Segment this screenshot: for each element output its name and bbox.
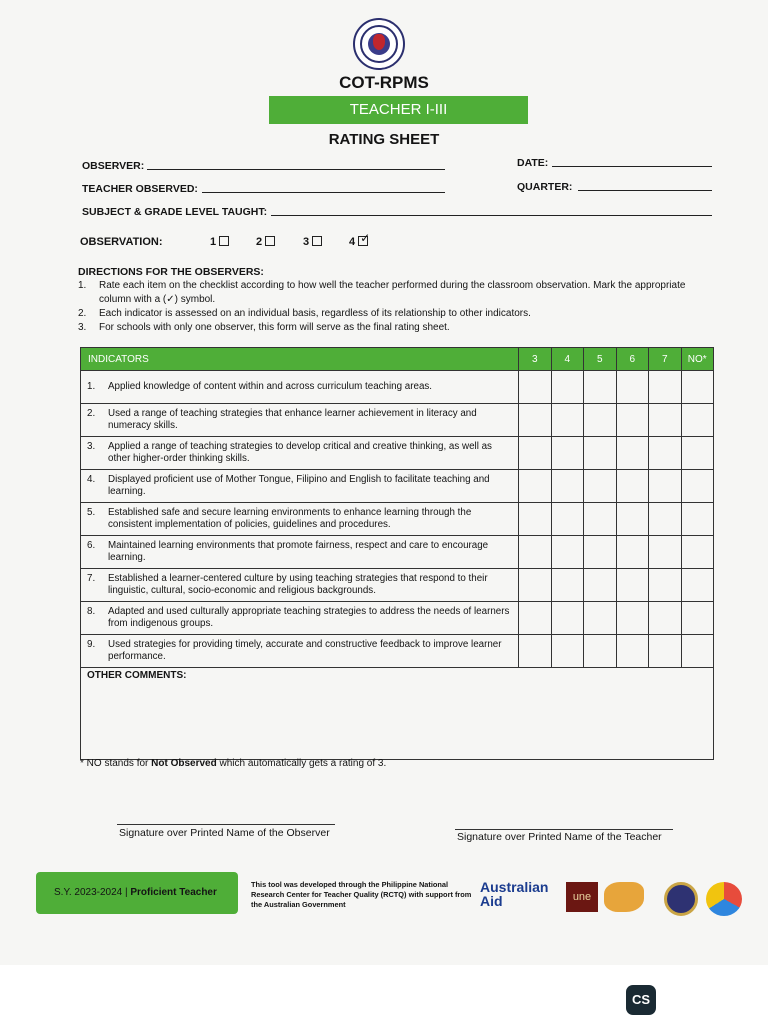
- score-cell[interactable]: [681, 404, 714, 437]
- checked-checkbox[interactable]: [358, 236, 368, 246]
- camscanner-badge-icon: CS: [626, 985, 656, 1015]
- indicator-cell: [81, 536, 519, 569]
- score-header: 3: [519, 348, 552, 371]
- table-row: [81, 635, 714, 668]
- score-cell[interactable]: [616, 437, 649, 470]
- indicator-text: Adapted and used culturally appropriate teaching strategies to address the needs of learners from indigenous groups.: [108, 606, 510, 629]
- score-cell[interactable]: [649, 404, 682, 437]
- table-row: [81, 470, 714, 503]
- score-cell[interactable]: [519, 569, 552, 602]
- indicator-cell: [81, 635, 519, 668]
- date-label: DATE:: [517, 157, 549, 169]
- score-cell[interactable]: [649, 470, 682, 503]
- score-cell[interactable]: [616, 371, 649, 404]
- indicator-number: 6.: [87, 540, 96, 551]
- indicator-text: Displayed proficient use of Mother Tongue, Filipino and English to facilitate teaching and learning.: [108, 474, 490, 497]
- indicator-text: Applied knowledge of content within and across curriculum teaching areas.: [108, 381, 433, 392]
- score-cell[interactable]: [584, 371, 617, 404]
- score-cell[interactable]: [551, 635, 584, 668]
- other-comments-field[interactable]: [81, 668, 714, 760]
- footnote: * NO stands for Not Observed which automatically gets a rating of 3.: [80, 758, 387, 769]
- partner-map-logo: [604, 882, 644, 912]
- table-row: [81, 536, 714, 569]
- observer-label: OBSERVER:: [82, 160, 145, 172]
- teacher-level-banner: TEACHER I-III: [269, 96, 528, 124]
- indicators-header: INDICATORS: [81, 348, 519, 371]
- checkbox[interactable]: [312, 236, 322, 246]
- quarter-label: QUARTER:: [517, 181, 573, 193]
- table-header-row: [81, 348, 714, 371]
- observation-label: OBSERVATION:: [80, 236, 163, 248]
- partner-emblem-logo: [706, 882, 742, 916]
- indicator-cell: [81, 404, 519, 437]
- australian-aid-logo: Australian Aid: [480, 879, 549, 909]
- score-cell[interactable]: [584, 635, 617, 668]
- score-cell[interactable]: [519, 602, 552, 635]
- score-cell[interactable]: [681, 536, 714, 569]
- indicator-number: 7.: [87, 573, 96, 584]
- score-cell[interactable]: [584, 437, 617, 470]
- subject-field[interactable]: [271, 215, 712, 216]
- checkbox[interactable]: [219, 236, 229, 246]
- direction-item: 3. For schools with only one observer, this form will serve as the final rating sheet.: [78, 322, 450, 333]
- score-header: NO*: [681, 348, 714, 371]
- score-cell[interactable]: [519, 404, 552, 437]
- observation-option-4[interactable]: 4✓: [349, 236, 368, 248]
- une-logo: une: [566, 882, 598, 912]
- comments-row: [81, 668, 714, 760]
- score-cell[interactable]: [681, 437, 714, 470]
- table-row: [81, 404, 714, 437]
- indicator-cell: [81, 470, 519, 503]
- score-cell[interactable]: [519, 536, 552, 569]
- partner-seal-logo: [664, 882, 698, 916]
- indicator-number: 9.: [87, 639, 96, 650]
- table-row: [81, 371, 714, 404]
- observation-option-2[interactable]: 2: [256, 236, 275, 248]
- indicator-number: 2.: [87, 408, 96, 419]
- score-cell[interactable]: [584, 602, 617, 635]
- subject-label: SUBJECT & GRADE LEVEL TAUGHT:: [82, 206, 268, 218]
- teacher-observed-field[interactable]: [202, 192, 445, 193]
- score-header: 7: [649, 348, 682, 371]
- score-cell[interactable]: [519, 635, 552, 668]
- school-year-badge: S.Y. 2023-2024 | Proficient Teacher: [36, 872, 238, 914]
- score-cell[interactable]: [681, 470, 714, 503]
- table-row: [81, 503, 714, 536]
- score-cell[interactable]: [584, 404, 617, 437]
- table-row: [81, 569, 714, 602]
- score-cell[interactable]: [551, 569, 584, 602]
- observer-signature-label: Signature over Printed Name of the Observer: [119, 827, 330, 839]
- score-cell[interactable]: [681, 635, 714, 668]
- score-cell[interactable]: [681, 569, 714, 602]
- score-cell[interactable]: [649, 536, 682, 569]
- comments-label: OTHER COMMENTS:: [87, 670, 187, 681]
- indicators-table: [80, 347, 714, 760]
- indicator-text: Established a learner-centered culture by using teaching strategies that respond to their linguistic, cultural, socio-economic and religious backgrounds.: [108, 573, 488, 596]
- indicator-cell: [81, 602, 519, 635]
- indicator-cell: [81, 371, 519, 404]
- direction-item: 2. Each indicator is assessed on an individual basis, regardless of its relationship to other indicators.: [78, 308, 531, 319]
- score-cell[interactable]: [551, 404, 584, 437]
- score-header: 4: [551, 348, 584, 371]
- indicator-cell: [81, 503, 519, 536]
- indicator-text: Maintained learning environments that promote fairness, respect and care to encourage learning.: [108, 540, 489, 563]
- observation-option-1[interactable]: 1: [210, 236, 229, 248]
- score-cell[interactable]: [584, 470, 617, 503]
- indicator-cell: [81, 569, 519, 602]
- checkbox[interactable]: [265, 236, 275, 246]
- score-cell[interactable]: [649, 569, 682, 602]
- developer-note: This tool was developed through the Philippine National Research Center for Teacher Quality (RCTQ) with support from the Australian Government: [251, 880, 472, 909]
- score-cell[interactable]: [551, 503, 584, 536]
- score-cell[interactable]: [551, 470, 584, 503]
- score-header: 6: [616, 348, 649, 371]
- teacher-signature-label: Signature over Printed Name of the Teacher: [457, 831, 662, 843]
- observer-signature-line[interactable]: [117, 824, 335, 825]
- score-cell[interactable]: [649, 635, 682, 668]
- observation-option-3[interactable]: 3: [303, 236, 322, 248]
- directions-heading: DIRECTIONS FOR THE OBSERVERS:: [78, 266, 264, 278]
- indicator-number: 1.: [87, 381, 96, 392]
- score-cell[interactable]: [616, 635, 649, 668]
- indicator-number: 3.: [87, 441, 96, 452]
- indicator-cell: [81, 437, 519, 470]
- score-cell[interactable]: [616, 503, 649, 536]
- indicator-text: Established safe and secure learning environments to enhance learning through the consistent implementation of policies, guidelines and procedures.: [108, 507, 472, 530]
- score-cell[interactable]: [649, 602, 682, 635]
- quarter-field[interactable]: [578, 190, 712, 191]
- score-cell[interactable]: [681, 503, 714, 536]
- teacher-observed-label: TEACHER OBSERVED:: [82, 183, 198, 195]
- indicator-number: 4.: [87, 474, 96, 485]
- score-cell[interactable]: [551, 371, 584, 404]
- table-row: [81, 602, 714, 635]
- score-cell[interactable]: [551, 536, 584, 569]
- score-cell[interactable]: [681, 371, 714, 404]
- indicator-text: Applied a range of teaching strategies to develop critical and creative thinking, as well as other higher-order thinking skills.: [108, 441, 492, 464]
- score-cell[interactable]: [616, 536, 649, 569]
- directions: [78, 265, 698, 335]
- score-cell[interactable]: [649, 437, 682, 470]
- score-cell[interactable]: [584, 536, 617, 569]
- score-cell[interactable]: [681, 602, 714, 635]
- score-cell[interactable]: [616, 470, 649, 503]
- indicator-number: 5.: [87, 507, 96, 518]
- date-field[interactable]: [552, 166, 712, 167]
- score-cell[interactable]: [551, 437, 584, 470]
- score-header: 5: [584, 348, 617, 371]
- score-cell[interactable]: [519, 503, 552, 536]
- table-row: [81, 437, 714, 470]
- score-cell[interactable]: [584, 503, 617, 536]
- indicator-number: 8.: [87, 606, 96, 617]
- score-cell[interactable]: [616, 602, 649, 635]
- teacher-signature-line[interactable]: [455, 829, 673, 830]
- score-cell[interactable]: [519, 437, 552, 470]
- score-cell[interactable]: [649, 371, 682, 404]
- score-cell[interactable]: [551, 602, 584, 635]
- deped-seal-logo: [353, 18, 405, 70]
- score-cell[interactable]: [616, 404, 649, 437]
- score-cell[interactable]: [519, 371, 552, 404]
- direction-item: 1. Rate each item on the checklist according to how well the teacher performed during the classroom observation. Mark the appropriate column with a (✓) symbol.: [78, 280, 686, 305]
- score-cell[interactable]: [584, 569, 617, 602]
- indicator-text: Used strategies for providing timely, accurate and constructive feedback to improve learner performance.: [108, 639, 502, 662]
- form-subtitle: RATING SHEET: [328, 131, 440, 148]
- score-cell[interactable]: [616, 569, 649, 602]
- observer-field[interactable]: [147, 169, 445, 170]
- score-cell[interactable]: [519, 470, 552, 503]
- form-title: COT-RPMS: [339, 73, 429, 92]
- indicator-text: Used a range of teaching strategies that enhance learner achievement in literacy and numeracy skills.: [108, 408, 477, 431]
- score-cell[interactable]: [649, 503, 682, 536]
